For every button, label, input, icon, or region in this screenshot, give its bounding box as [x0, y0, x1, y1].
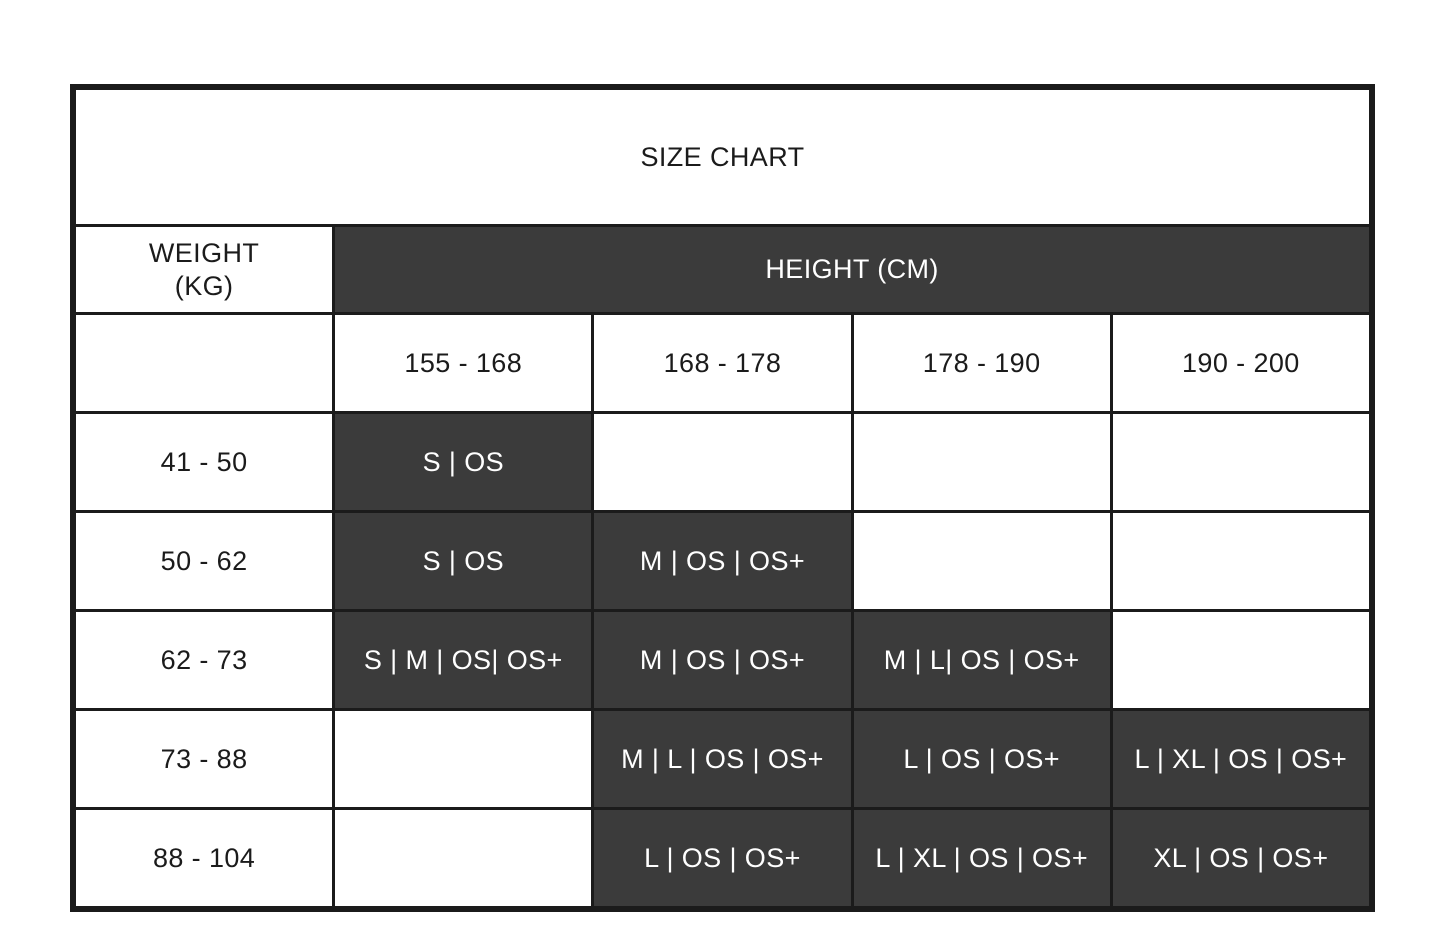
page-title: SIZE CHART — [75, 89, 1371, 226]
size-cell-4-1: L | OS | OS+ — [593, 809, 852, 908]
size-cell-2-3 — [1111, 611, 1370, 710]
weight-range-4: 88 - 104 — [75, 809, 334, 908]
size-cell-2-0: S | M | OS| OS+ — [334, 611, 593, 710]
table-row — [75, 512, 1371, 611]
size-cell-0-2 — [852, 413, 1111, 512]
height-range-row — [75, 314, 1371, 413]
weight-range-3: 73 - 88 — [75, 710, 334, 809]
size-cell-1-3 — [1111, 512, 1370, 611]
size-cell-3-1: M | L | OS | OS+ — [593, 710, 852, 809]
size-cell-1-2 — [852, 512, 1111, 611]
height-range-3: 190 - 200 — [1111, 314, 1370, 413]
size-cell-4-2: L | XL | OS | OS+ — [852, 809, 1111, 908]
weight-range-2: 62 - 73 — [75, 611, 334, 710]
size-cell-3-2: L | OS | OS+ — [852, 710, 1111, 809]
size-cell-4-3: XL | OS | OS+ — [1111, 809, 1370, 908]
size-chart-table — [73, 87, 1372, 909]
height-range-2: 178 - 190 — [852, 314, 1111, 413]
weight-header-line2: (KG) — [174, 270, 234, 301]
table-row — [75, 809, 1371, 908]
size-cell-2-2: M | L| OS | OS+ — [852, 611, 1111, 710]
table-row — [75, 710, 1371, 809]
weight-range-0: 41 - 50 — [75, 413, 334, 512]
size-cell-1-1: M | OS | OS+ — [593, 512, 852, 611]
height-range-0: 155 - 168 — [334, 314, 593, 413]
size-cell-4-0 — [334, 809, 593, 908]
size-chart-container — [70, 84, 1375, 912]
size-cell-3-0 — [334, 710, 593, 809]
weight-range-1: 50 - 62 — [75, 512, 334, 611]
table-row — [75, 611, 1371, 710]
title-row — [75, 89, 1371, 226]
size-cell-0-1 — [593, 413, 852, 512]
weight-header-line1: WEIGHT — [148, 237, 260, 268]
size-cell-0-0: S | OS — [334, 413, 593, 512]
size-cell-3-3: L | XL | OS | OS+ — [1111, 710, 1370, 809]
size-cell-2-1: M | OS | OS+ — [593, 611, 852, 710]
table-row — [75, 413, 1371, 512]
size-cell-0-3 — [1111, 413, 1370, 512]
size-cell-1-0: S | OS — [334, 512, 593, 611]
corner-cell — [75, 314, 334, 413]
height-range-1: 168 - 178 — [593, 314, 852, 413]
height-header: HEIGHT (CM) — [334, 226, 1371, 314]
weight-header — [75, 226, 334, 314]
header-row — [75, 226, 1371, 314]
